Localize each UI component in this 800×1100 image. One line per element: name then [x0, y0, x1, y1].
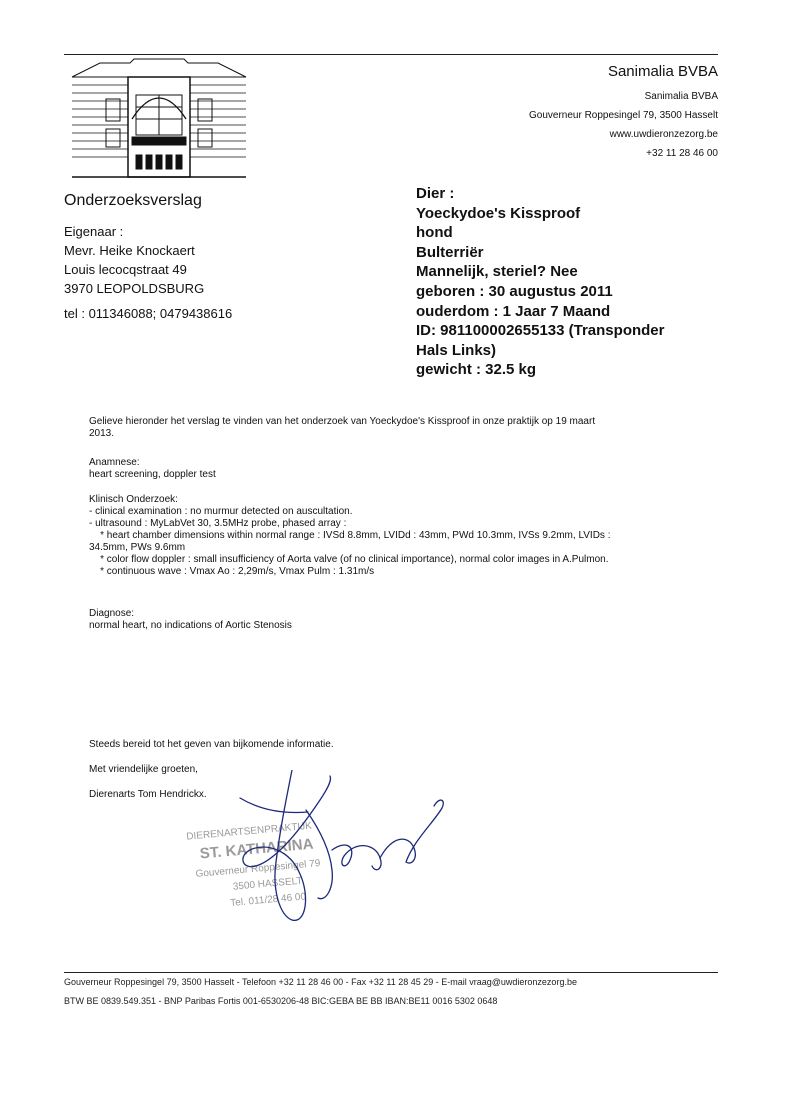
klinisch-line: * continuous wave : Vmax Ao : 2,29m/s, Vmax Pulm : 1.31m/s	[89, 566, 375, 577]
company-name: Sanimalia BVBA	[644, 91, 718, 102]
diagnose-section	[89, 608, 292, 632]
klinisch-label: Klinisch Onderzoek:	[89, 494, 178, 505]
company-phone: +32 11 28 46 00	[646, 148, 718, 159]
anamnese-text: heart screening, doppler test	[89, 469, 216, 480]
animal-label: Dier :	[416, 185, 455, 202]
stamp-line-2: ST. KATHARINA	[199, 835, 315, 863]
klinisch-line: * color flow doppler : small insufficiency of Aorta valve (of no clinical importance), normal color images in A.Pulmon.	[89, 554, 609, 565]
animal-name: Yoeckydoe's Kissproof	[416, 204, 581, 222]
owner-city: 3970 LEOPOLDSBURG	[64, 281, 205, 296]
animal-born: geboren : 30 augustus 2011	[416, 282, 613, 300]
klinisch-section	[89, 494, 611, 578]
footer-line-1: Gouverneur Roppesingel 79, 3500 Hasselt - Telefoon +32 11 28 46 00 - Fax +32 11 28 45 29 - E-mail vraag@uwdieronzezorg.be	[64, 977, 577, 987]
company-address: Gouverneur Roppesingel 79, 3500 Hasselt	[528, 110, 718, 121]
owner-name: Mevr. Heike Knockaert	[64, 243, 195, 258]
diagnose-text: normal heart, no indications of Aortic Stenosis	[89, 620, 292, 631]
stamp-line-5: Tel. 011/28 46 00	[229, 891, 307, 909]
footer-rule	[64, 972, 718, 973]
klinisch-line: - ultrasound : MyLabVet 30, 3.5MHz probe, phased array :	[89, 518, 347, 529]
stamp-line-4: 3500 HASSELT	[232, 875, 303, 893]
company-name-large: Sanimalia BVBA	[607, 63, 718, 80]
closing-line-2: Met vriendelijke groeten,	[89, 764, 198, 775]
animal-id-cont: Hals Links)	[416, 341, 497, 359]
anamnese-label: Anamnese:	[89, 457, 140, 468]
report-intro	[89, 416, 595, 440]
animal-breed: Bulterriër	[416, 243, 484, 261]
stamp-line-3: Gouverneur Roppesingel 79	[195, 858, 321, 880]
owner-label: Eigenaar :	[64, 224, 124, 239]
diagnose-label: Diagnose:	[89, 608, 135, 619]
header-rule	[64, 54, 718, 55]
document-title: Onderzoeksverslag	[64, 192, 202, 209]
footer-line-2: BTW BE 0839.549.351 - BNP Paribas Fortis 001-6530206-48 BIC:GEBA BE BB IBAN:BE11 0016 5302 0648	[64, 996, 498, 1006]
intro-line: Gelieve hieronder het verslag te vinden van het onderzoek van Yoeckydoe's Kissproof in onze praktijk op 19 maart	[89, 416, 596, 427]
animal-weight: gewicht : 32.5 kg	[416, 361, 537, 379]
closing-line-3: Dierenarts Tom Hendrickx.	[89, 789, 207, 800]
klinisch-line: * heart chamber dimensions within normal range : IVSd 8.8mm, LVIDd : 43mm, PWd 10.3mm, IVSs 9.2mm, LVIDs :	[89, 530, 611, 541]
intro-line: 2013.	[89, 428, 115, 439]
animal-age: ouderdom : 1 Jaar 7 Maand	[416, 302, 611, 320]
animal-sex: Mannelijk, steriel? Nee	[416, 263, 578, 281]
stamp-line-1: DIERENARTSENPRAKTIJK	[185, 820, 313, 843]
owner-block	[64, 222, 204, 298]
klinisch-line: 34.5mm, PWs 9.6mm	[89, 542, 186, 553]
practice-stamp	[180, 770, 460, 930]
owner-street: Louis lecocqstraat 49	[64, 262, 187, 277]
animal-block	[416, 184, 664, 380]
owner-tel: tel : 011346088; 0479438616	[64, 306, 233, 321]
building-logo	[70, 57, 248, 179]
animal-id: ID: 981100002655133 (Transponder	[416, 322, 665, 340]
anamnese-section	[89, 457, 216, 481]
klinisch-line: - clinical examination : no murmur detected on auscultation.	[89, 506, 353, 517]
closing-line-1: Steeds bereid tot het geven van bijkomende informatie.	[89, 739, 334, 750]
company-website: www.uwdieronzezorg.be	[609, 129, 718, 140]
animal-species: hond	[416, 224, 453, 242]
